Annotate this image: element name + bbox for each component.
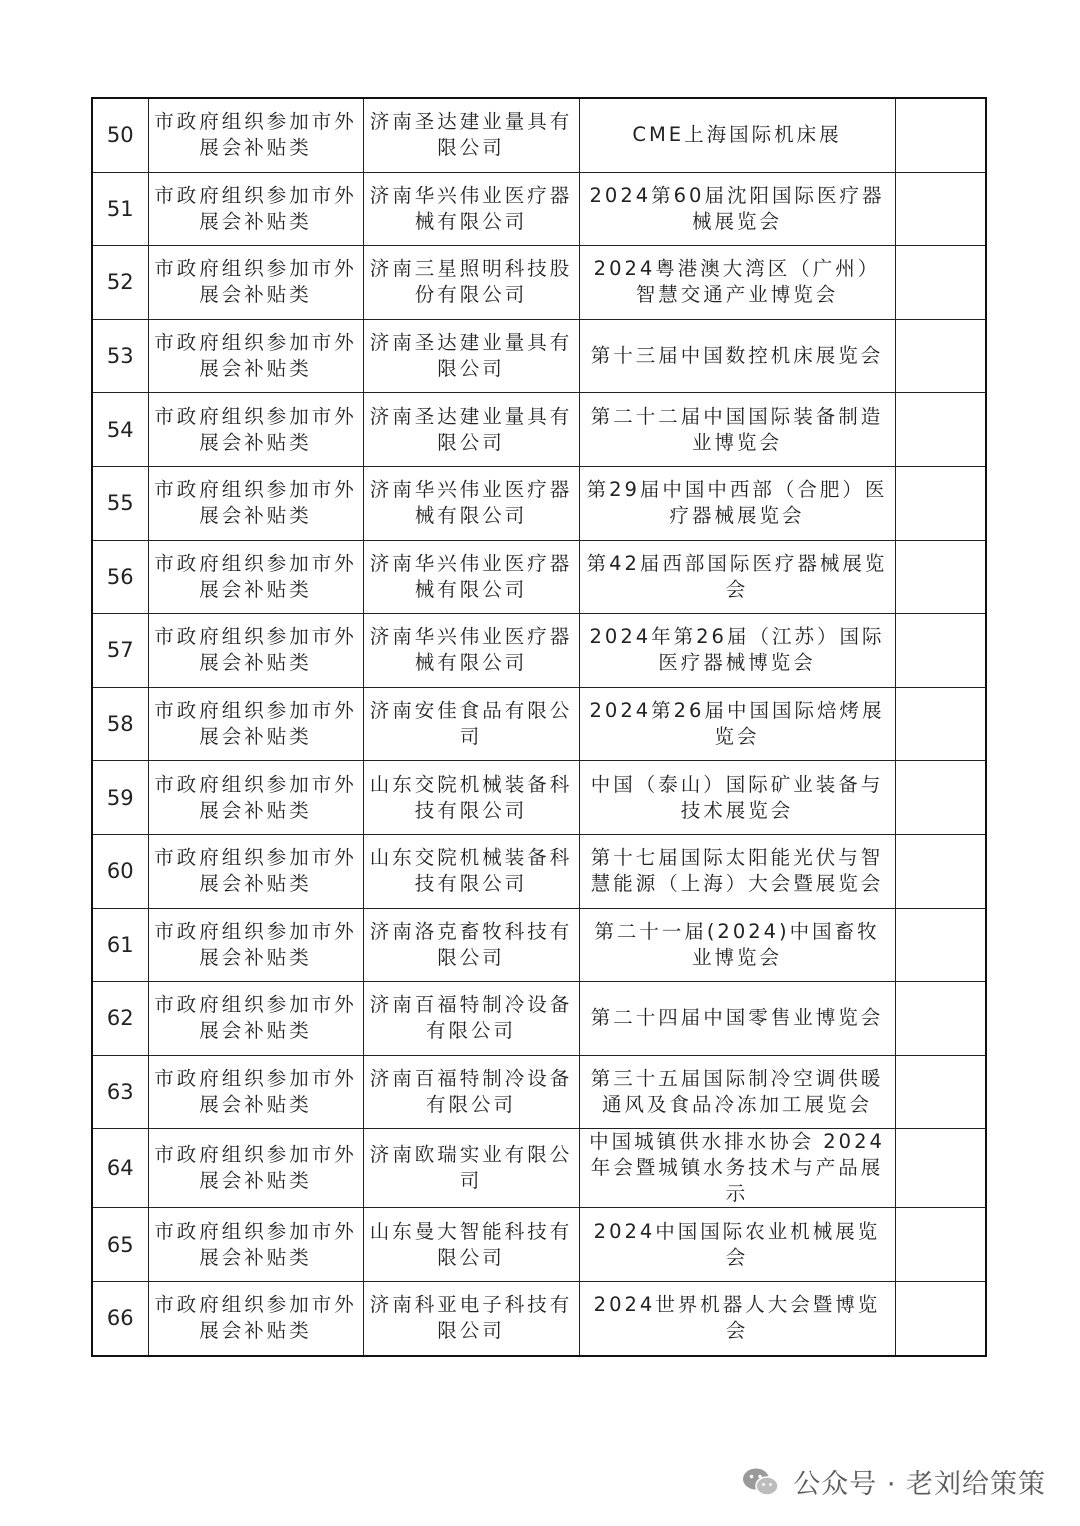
cell-note	[895, 908, 986, 982]
cell-company: 济南华兴伟业医疗器械有限公司	[363, 466, 579, 540]
cell-exhibition: 2024第60届沈阳国际医疗器械展览会	[579, 172, 895, 246]
cell-exhibition: 第二十四届中国零售业博览会	[579, 982, 895, 1056]
cell-exhibition: CME上海国际机床展	[579, 98, 895, 172]
cell-number: 53	[92, 319, 148, 393]
table-row	[92, 908, 986, 982]
cell-note	[895, 1055, 986, 1129]
cell-exhibition: 2024中国国际农业机械展览会	[579, 1208, 895, 1282]
cell-note	[895, 319, 986, 393]
cell-number: 63	[92, 1055, 148, 1129]
cell-note	[895, 1208, 986, 1282]
cell-exhibition: 2024粤港澳大湾区（广州） 智慧交通产业博览会	[579, 246, 895, 320]
table-row	[92, 687, 986, 761]
cell-exhibition: 第十三届中国数控机床展览会	[579, 319, 895, 393]
cell-category: 市政府组织参加市外展会补贴类	[148, 540, 363, 614]
table-row	[92, 1208, 986, 1282]
table-row	[92, 834, 986, 908]
cell-exhibition: 第二十一届(2024)中国畜牧业博览会	[579, 908, 895, 982]
cell-company: 济南圣达建业量具有限公司	[363, 393, 579, 467]
cell-number: 51	[92, 172, 148, 246]
cell-exhibition: 2024世界机器人大会暨博览会	[579, 1281, 895, 1355]
table-body	[92, 98, 986, 1356]
cell-number: 60	[92, 834, 148, 908]
table-row	[92, 319, 986, 393]
cell-note	[895, 393, 986, 467]
cell-category: 市政府组织参加市外展会补贴类	[148, 246, 363, 320]
table-row	[92, 466, 986, 540]
table-row	[92, 172, 986, 246]
table-container	[91, 97, 985, 1357]
table-row	[92, 614, 986, 688]
cell-company: 济南欧瑞实业有限公司	[363, 1129, 579, 1208]
cell-company: 济南华兴伟业医疗器械有限公司	[363, 540, 579, 614]
cell-category: 市政府组织参加市外展会补贴类	[148, 466, 363, 540]
cell-note	[895, 982, 986, 1056]
cell-category: 市政府组织参加市外展会补贴类	[148, 834, 363, 908]
cell-note	[895, 1281, 986, 1355]
table-row	[92, 246, 986, 320]
cell-category: 市政府组织参加市外展会补贴类	[148, 1208, 363, 1282]
cell-number: 50	[92, 98, 148, 172]
cell-note	[895, 614, 986, 688]
cell-company: 山东交院机械装备科技有限公司	[363, 761, 579, 835]
cell-number: 56	[92, 540, 148, 614]
cell-company: 济南圣达建业量具有限公司	[363, 319, 579, 393]
cell-exhibition: 第十七届国际太阳能光伏与智慧能源（上海）大会暨展览会	[579, 834, 895, 908]
cell-exhibition: 中国城镇供水排水协会 2024 年会暨城镇水务技术与产品展示	[579, 1129, 895, 1208]
cell-number: 54	[92, 393, 148, 467]
cell-note	[895, 834, 986, 908]
table-row	[92, 98, 986, 172]
cell-company: 济南三星照明科技股份有限公司	[363, 246, 579, 320]
cell-note	[895, 98, 986, 172]
cell-exhibition: 第三十五届国际制冷空调供暖通风及食品冷冻加工展览会	[579, 1055, 895, 1129]
cell-category: 市政府组织参加市外展会补贴类	[148, 908, 363, 982]
cell-exhibition: 2024年第26届（江苏）国际医疗器械博览会	[579, 614, 895, 688]
cell-company: 济南百福特制冷设备有限公司	[363, 982, 579, 1056]
table-row	[92, 1129, 986, 1208]
cell-exhibition: 中国（泰山）国际矿业装备与技术展览会	[579, 761, 895, 835]
cell-category: 市政府组织参加市外展会补贴类	[148, 761, 363, 835]
subsidy-table	[91, 97, 987, 1357]
watermark-text: 公众号 · 老刘给策策	[793, 1469, 1046, 1500]
cell-company: 济南百福特制冷设备有限公司	[363, 1055, 579, 1129]
cell-category: 市政府组织参加市外展会补贴类	[148, 1129, 363, 1208]
cell-company: 山东曼大智能科技有限公司	[363, 1208, 579, 1282]
cell-note	[895, 172, 986, 246]
cell-number: 65	[92, 1208, 148, 1282]
cell-category: 市政府组织参加市外展会补贴类	[148, 1055, 363, 1129]
table-row	[92, 982, 986, 1056]
cell-category: 市政府组织参加市外展会补贴类	[148, 982, 363, 1056]
cell-company: 济南洛克畜牧科技有限公司	[363, 908, 579, 982]
cell-category: 市政府组织参加市外展会补贴类	[148, 614, 363, 688]
cell-company: 山东交院机械装备科技有限公司	[363, 834, 579, 908]
cell-exhibition: 第42届西部国际医疗器械展览会	[579, 540, 895, 614]
cell-exhibition: 2024第26届中国国际焙烤展览会	[579, 687, 895, 761]
cell-company: 济南安佳食品有限公司	[363, 687, 579, 761]
watermark	[741, 1462, 1046, 1501]
cell-company: 济南华兴伟业医疗器械有限公司	[363, 614, 579, 688]
cell-company: 济南圣达建业量具有限公司	[363, 98, 579, 172]
cell-number: 62	[92, 982, 148, 1056]
cell-company: 济南科亚电子科技有限公司	[363, 1281, 579, 1355]
cell-exhibition: 第29届中国中西部（合肥）医疗器械展览会	[579, 466, 895, 540]
table-row	[92, 761, 986, 835]
cell-number: 64	[92, 1129, 148, 1208]
cell-note	[895, 246, 986, 320]
cell-note	[895, 540, 986, 614]
cell-number: 66	[92, 1281, 148, 1355]
table-row	[92, 1055, 986, 1129]
cell-number: 55	[92, 466, 148, 540]
cell-number: 52	[92, 246, 148, 320]
cell-category: 市政府组织参加市外展会补贴类	[148, 98, 363, 172]
cell-number: 57	[92, 614, 148, 688]
cell-company: 济南华兴伟业医疗器械有限公司	[363, 172, 579, 246]
cell-number: 61	[92, 908, 148, 982]
wechat-icon	[741, 1466, 781, 1498]
cell-category: 市政府组织参加市外展会补贴类	[148, 687, 363, 761]
cell-note	[895, 687, 986, 761]
cell-number: 58	[92, 687, 148, 761]
cell-category: 市政府组织参加市外展会补贴类	[148, 1281, 363, 1355]
table-row	[92, 540, 986, 614]
cell-number: 59	[92, 761, 148, 835]
cell-note	[895, 466, 986, 540]
cell-note	[895, 1129, 986, 1208]
cell-note	[895, 761, 986, 835]
cell-category: 市政府组织参加市外展会补贴类	[148, 172, 363, 246]
cell-category: 市政府组织参加市外展会补贴类	[148, 393, 363, 467]
cell-category: 市政府组织参加市外展会补贴类	[148, 319, 363, 393]
table-row	[92, 1281, 986, 1355]
cell-exhibition: 第二十二届中国国际装备制造业博览会	[579, 393, 895, 467]
table-row	[92, 393, 986, 467]
